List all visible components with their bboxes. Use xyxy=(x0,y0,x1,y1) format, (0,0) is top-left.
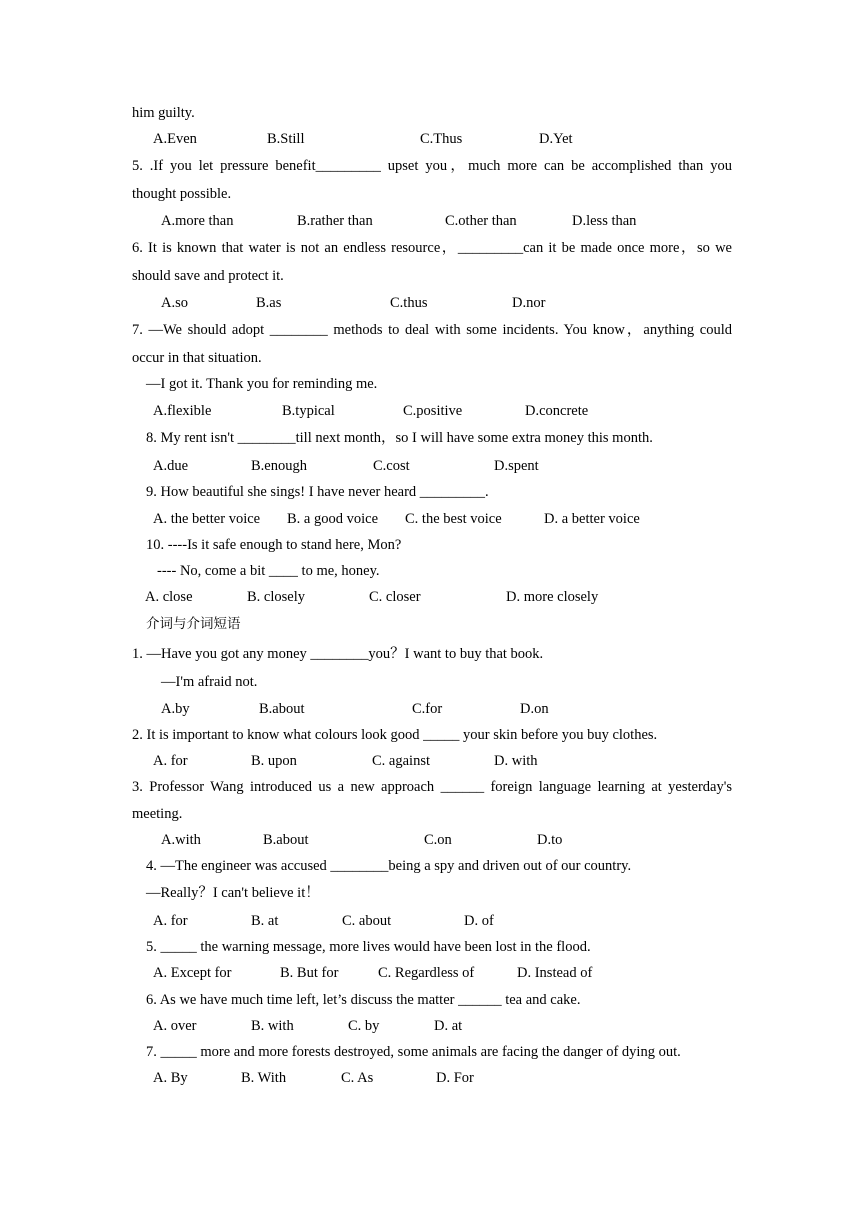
q6-option-c: C.thus xyxy=(390,295,428,311)
prep-question-4-line-1: 4. —The engineer was accused ________being a spy and driven out of our country. xyxy=(146,858,632,874)
prep-q3-option-d: D.to xyxy=(537,832,563,848)
prep-q5-option-c: C. Regardless of xyxy=(378,965,475,981)
prep-question-3-line-2: meeting. xyxy=(132,806,183,822)
q7-option-c: C.positive xyxy=(403,403,463,419)
prep-q5-option-a: A. Except for xyxy=(153,965,232,981)
prep-q7-option-a: A. By xyxy=(153,1070,188,1086)
prep-q2-option-c: C. against xyxy=(372,753,430,769)
section-title: 介词与介词短语 xyxy=(146,616,241,632)
q6-option-d: D.nor xyxy=(512,295,546,311)
prep-q1-option-a: A.by xyxy=(161,701,190,717)
q9-option-d: D. a better voice xyxy=(544,511,640,527)
question-5-line-1: 5. .If you let pressure benefit_________ upset you，much more can be accomplished than you xyxy=(132,158,732,174)
prep-question-1-reply: —I'm afraid not. xyxy=(161,674,258,690)
q9-option-a: A. the better voice xyxy=(153,511,261,527)
question-10-line-1: 10. ----Is it safe enough to stand here, Mon? xyxy=(146,537,402,553)
question-6-line-2: should save and protect it. xyxy=(132,268,284,284)
prep-q2-option-a: A. for xyxy=(153,753,188,769)
prep-q4-option-c: C. about xyxy=(342,913,392,929)
prep-q6-option-b: B. with xyxy=(251,1018,294,1034)
question-7-line-2: occur in that situation. xyxy=(132,350,262,366)
prep-q3-option-a: A.with xyxy=(161,832,201,848)
q5-option-d: D.less than xyxy=(572,213,637,229)
question-5-line-2: thought possible. xyxy=(132,186,232,202)
question-7-reply: —I got it. Thank you for reminding me. xyxy=(146,376,378,392)
prep-q1-option-c: C.for xyxy=(412,701,443,717)
prep-q3-option-b: B.about xyxy=(263,832,309,848)
prep-q6-option-d: D. at xyxy=(434,1018,463,1034)
q8-option-b: B.enough xyxy=(251,458,307,474)
prep-q4-option-d: D. of xyxy=(464,913,494,929)
question-4-tail: him guilty. xyxy=(132,105,195,121)
question-6-line-1: 6. It is known that water is not an endless resource，_________can it be made once more，so we xyxy=(132,240,732,256)
prep-q6-option-c: C. by xyxy=(348,1018,380,1034)
prep-q4-option-b: B. at xyxy=(251,913,279,929)
prep-q7-option-d: D. For xyxy=(436,1070,474,1086)
prep-q7-option-c: C. As xyxy=(341,1070,374,1086)
prep-q4-option-a: A. for xyxy=(153,913,188,929)
q4-option-b: B.Still xyxy=(267,131,305,147)
q10-option-d: D. more closely xyxy=(506,589,599,605)
q7-option-a: A.flexible xyxy=(153,403,212,419)
q7-option-d: D.concrete xyxy=(525,403,589,419)
prep-question-1-line-1: 1. —Have you got any money ________you？I want to buy that book. xyxy=(132,646,544,662)
q4-option-a: A.Even xyxy=(153,131,197,147)
q10-option-b: B. closely xyxy=(247,589,305,605)
q9-option-b: B. a good voice xyxy=(287,511,379,527)
q6-option-a: A.so xyxy=(161,295,188,311)
prep-question-3-line-1: 3. Professor Wang introduced us a new approach ______ foreign language learning at yesterday's xyxy=(132,779,732,795)
q8-option-c: C.cost xyxy=(373,458,410,474)
prep-question-2-line-1: 2. It is important to know what colours look good _____ your skin before you buy clothes. xyxy=(132,727,658,743)
prep-q5-option-d: D. Instead of xyxy=(517,965,593,981)
q5-option-b: B.rather than xyxy=(297,213,373,229)
prep-q5-option-b: B. But for xyxy=(280,965,339,981)
q8-option-d: D.spent xyxy=(494,458,539,474)
question-9-line-1: 9. How beautiful she sings! I have never heard _________. xyxy=(146,484,489,500)
prep-q2-option-b: B. upon xyxy=(251,753,297,769)
question-8-line-1: 8. My rent isn't ________till next month，so I will have some extra money this month. xyxy=(146,430,653,446)
q7-option-b: B.typical xyxy=(282,403,335,419)
q9-option-c: C. the best voice xyxy=(405,511,502,527)
q5-option-c: C.other than xyxy=(445,213,517,229)
prep-q1-option-b: B.about xyxy=(259,701,305,717)
q10-option-a: A. close xyxy=(145,589,193,605)
prep-question-6-line-1: 6. As we have much time left, let’s discuss the matter ______ tea and cake. xyxy=(146,992,581,1008)
prep-question-4-reply: —Really？I can't believe it！ xyxy=(146,885,320,901)
q4-option-c: C.Thus xyxy=(420,131,463,147)
question-10-reply: ---- No, come a bit ____ to me, honey. xyxy=(157,563,380,579)
prep-q6-option-a: A. over xyxy=(153,1018,197,1034)
prep-q1-option-d: D.on xyxy=(520,701,549,717)
q4-option-d: D.Yet xyxy=(539,131,573,147)
question-7-line-1: 7. —We should adopt ________ methods to deal with some incidents. You know，anything could xyxy=(132,322,732,338)
prep-q7-option-b: B. With xyxy=(241,1070,287,1086)
q6-option-b: B.as xyxy=(256,295,282,311)
q5-option-a: A.more than xyxy=(161,213,234,229)
q10-option-c: C. closer xyxy=(369,589,421,605)
prep-question-7-line-1: 7. _____ more and more forests destroyed, some animals are facing the danger of dying out. xyxy=(146,1044,681,1060)
q8-option-a: A.due xyxy=(153,458,189,474)
prep-q2-option-d: D. with xyxy=(494,753,538,769)
prep-q3-option-c: C.on xyxy=(424,832,452,848)
prep-question-5-line-1: 5. _____ the warning message, more lives would have been lost in the flood. xyxy=(146,939,591,955)
